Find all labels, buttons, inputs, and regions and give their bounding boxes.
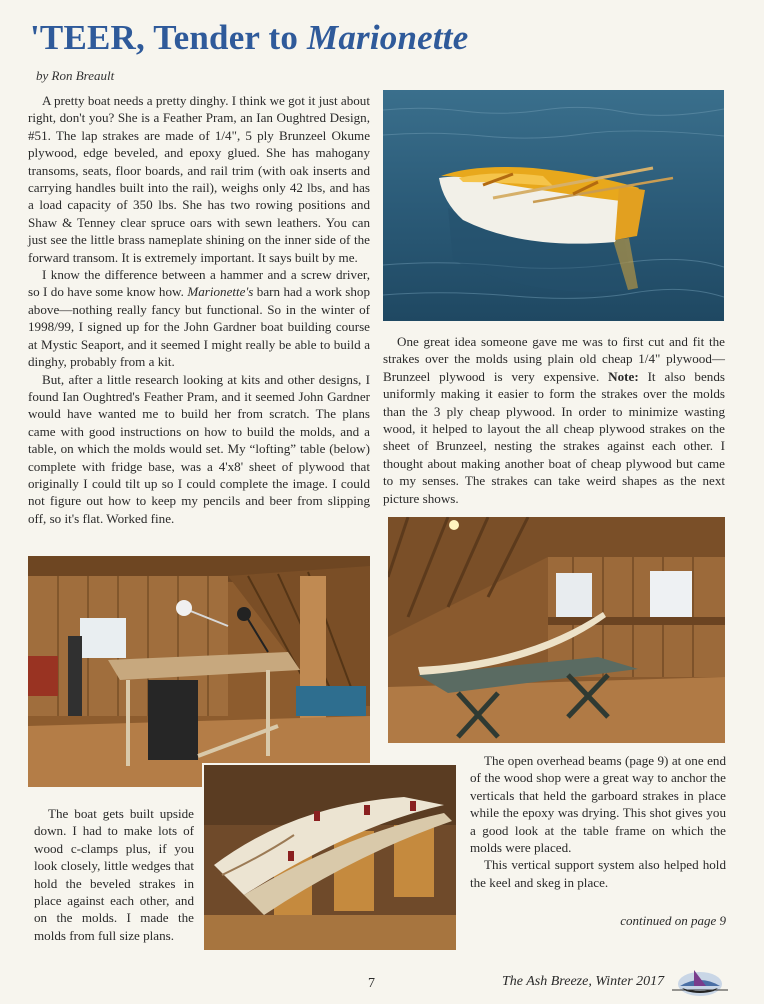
dinghy-photo <box>383 90 724 321</box>
right-paragraph-1 <box>383 333 725 507</box>
continued-note: continued on page 9 <box>620 913 726 928</box>
paragraph-2-b: barn had a work shop above—nothing really fancy but functional. So in the winter of 1998/99, I signed up for the John Gardner boat building course at Mystic Seaport, and it seemed I might really be able to build a dinghy, probably from a kit. <box>28 284 371 370</box>
right-column <box>383 333 725 507</box>
title-italic: Marionette <box>307 18 469 57</box>
hull-on-molds-photo <box>202 763 458 952</box>
article-title <box>30 18 468 58</box>
lofting-table-photo <box>28 556 370 787</box>
note-label: Note: <box>608 368 639 384</box>
caption-right <box>470 752 726 891</box>
left-column <box>28 92 370 527</box>
caption-left-text: The boat gets built upside down. I had to make lots of wood c-clamps plus, if you look closely, little wedges that hold the beveled strakes in place against each other, and on the molds. I made the molds from full size plans. <box>34 806 194 943</box>
caption-left <box>34 805 194 944</box>
paragraph-2-a: I know the difference between a hammer and a screw driver, so I do have some know how. <box>28 267 370 300</box>
title-prefix: 'TEER, Tender to <box>30 18 307 57</box>
footer-publication: The Ash Breeze, Winter 2017 <box>502 974 665 989</box>
page-number: 7 <box>368 976 375 991</box>
shop-strakes-photo <box>388 517 725 743</box>
right-paragraph-1-b: It also bends uniformly making it easier to form the strakes over the molds than the 3 ply cheap plywood. In order to minimize wasting wood, it helped to layout the all cheap plywood strakes on the sheet of Brunzeel, nesting the strakes against each other. I thought about making another boat of cheap plywood but came to my senses. The strakes can take weird shapes as the next picture shows. <box>383 368 725 506</box>
right-paragraph-1-a: One great idea someone gave me was to first cut and fit the strakes over the molds using plain old cheap 1/4" plywood—Brunzeel plywood is very expensive. <box>383 334 725 384</box>
paragraph-2 <box>28 266 370 370</box>
paragraph-3: But, after a little research looking at kits and other designs, I found Ian Oughtred's Feather Pram, and it seemed John Gardner would have wanted me to build her from scratch. The plans came with good instructions on how to build the molds, and a table, on which the molds would set. My “lofting” table (below) complete with fridge base, was a 4'x8' sheet of plywood that originally I could tilt up so I could complete the image. I could not figure out how to keep my pencils and beer from slipping off, so it's flat. Worked fine. <box>28 371 370 526</box>
caption-right-p1: The open overhead beams (page 9) at one end of the wood shop were a great way to anchor the verticals that held the garboard strakes in place while the epoxy was drying. This shot gives you a good look at the table frame on which the molds were placed. <box>470 753 726 856</box>
caption-right-p2: This vertical support system also helped hold the keel and skeg in place. <box>470 857 726 890</box>
byline: by Ron Breault <box>36 68 115 83</box>
paragraph-2-italic: Marionette's <box>187 284 254 300</box>
paragraph-1: A pretty boat needs a pretty dinghy. I think we got it just about right, don't you? She is a Feather Pram, an Ian Oughtred Design, #51. The lap strakes are made of 1/4", 5 ply Brunzeel Okume plywood, edge beveled, and epoxy glued. She has mahogany transoms, seats, floor boards, and rail trim (with oak inserts and carrying handles built into the rail), weighs only 42 lbs, and has a load capacity of 350 lbs. She has two rowing positions and Shaw & Tenney clear spruce oars with sewn leathers. You can just see the little brass nameplate shining on the inner side of the forward transom. It is extremely important. It says built by me. <box>28 93 370 265</box>
tsca-logo-icon <box>668 964 732 996</box>
